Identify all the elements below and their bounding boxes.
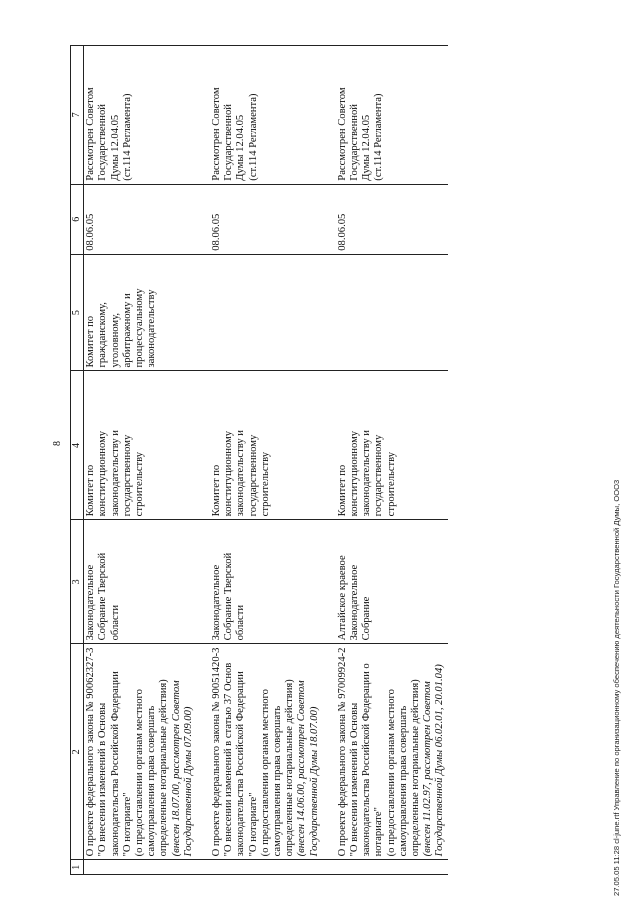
co-committee-cell-line: процессуальному bbox=[134, 288, 146, 368]
decision-cell-line: Думы 12.04.05 bbox=[109, 114, 121, 181]
submission-note-line: Государственной Думы 07.09.00) bbox=[182, 706, 194, 857]
responsible-committee-cell-line: государственному bbox=[121, 434, 133, 517]
table-row bbox=[84, 46, 196, 875]
table-row bbox=[210, 46, 322, 875]
responsible-committee-cell-line: конституционному bbox=[223, 430, 235, 517]
decision-cell bbox=[84, 46, 196, 185]
bill-title-cell-line: определенные нотариальные действия) bbox=[158, 679, 170, 857]
responsible-committee-cell bbox=[210, 371, 322, 520]
bill-title-cell-line: "О внесении изменений в Основы bbox=[349, 702, 361, 857]
bill-title-cell-line: (о предоставлении органам местного bbox=[134, 689, 146, 857]
column-number-7: 7 bbox=[71, 46, 84, 185]
responsible-committee-cell-line: законодательству и bbox=[361, 430, 373, 517]
responsible-committee-cell bbox=[336, 371, 448, 520]
initiator-cell-line: Законодательное bbox=[349, 564, 361, 641]
co-committee-cell-line: законодательству bbox=[146, 289, 158, 368]
responsible-committee-cell-line: строительству bbox=[385, 451, 397, 517]
decision-cell-line: Думы 12.04.05 bbox=[235, 114, 247, 181]
decision-cell bbox=[336, 46, 448, 185]
row-index-cell bbox=[336, 860, 448, 875]
responsible-committee-cell-line: Комитет по bbox=[211, 464, 223, 517]
bill-title-cell-line: законодательства Российской Федерации bbox=[109, 671, 121, 857]
responsible-committee-cell-line: государственному bbox=[373, 434, 385, 517]
date-cell: 08.06.05 bbox=[84, 184, 196, 254]
bill-title-cell-line: самоуправления права совершать bbox=[146, 705, 158, 857]
responsible-committee-cell-line: государственному bbox=[247, 434, 259, 517]
responsible-committee-cell-line: конституционному bbox=[349, 430, 361, 517]
bill-title-cell-line: самоуправления права совершать bbox=[272, 705, 284, 857]
co-committee-cell-line: арбитражному и bbox=[121, 293, 133, 368]
row-index-cell bbox=[210, 860, 322, 875]
spacer-cell bbox=[322, 520, 336, 644]
initiator-cell bbox=[210, 520, 322, 644]
co-committee-cell bbox=[336, 254, 448, 371]
bill-title-cell-line: О проекте федерального закона № 90062327-3 bbox=[85, 647, 97, 857]
bill-title-cell-line: "О нотариате" bbox=[247, 792, 259, 857]
bill-title-cell bbox=[84, 644, 196, 860]
spacer-cell bbox=[196, 184, 210, 254]
spacer-cell bbox=[322, 371, 336, 520]
bill-title-cell-line: законодательства Российской Федерации bbox=[235, 671, 247, 857]
spacer-cell bbox=[196, 371, 210, 520]
initiator-cell-line: области bbox=[109, 604, 121, 641]
bill-title-cell-line: законодательства Российской Федерации о bbox=[361, 663, 373, 857]
bill-title-cell-line: определенные нотариальные действия) bbox=[410, 679, 422, 857]
initiator-cell-line: Собрание Тверской bbox=[97, 552, 109, 641]
responsible-committee-cell-line: Комитет по bbox=[85, 464, 97, 517]
decision-cell-line: Рассмотрен Советом bbox=[336, 87, 348, 181]
decision-cell-line: Государственной bbox=[349, 104, 361, 181]
bill-title-cell bbox=[210, 644, 322, 860]
date-cell: 08.06.05 bbox=[336, 184, 448, 254]
column-number-row bbox=[71, 46, 84, 875]
co-committee-cell bbox=[210, 254, 322, 371]
spacer-cell bbox=[322, 184, 336, 254]
co-committee-cell bbox=[84, 254, 196, 371]
decision-cell-line: Думы 12.04.05 bbox=[361, 114, 373, 181]
initiator-cell-line: Законодательное bbox=[85, 564, 97, 641]
decision-cell-line: Рассмотрен Советом bbox=[85, 87, 97, 181]
submission-note-line: (внесен 18.07.00, рассмотрен Советом bbox=[170, 680, 182, 857]
column-number-4: 4 bbox=[71, 371, 84, 520]
initiator-cell-line: области bbox=[235, 604, 247, 641]
decision-cell bbox=[210, 46, 322, 185]
spacer-cell bbox=[322, 860, 336, 875]
submission-note-line: Государственной Думы 06.02.01, 20.01.04) bbox=[434, 664, 446, 857]
submission-note-line: (внесен 11.02.97, рассмотрен Советом bbox=[422, 681, 434, 857]
column-number-1: 1 bbox=[71, 860, 84, 875]
decision-cell-line: (ст.114 Регламента) bbox=[247, 93, 259, 181]
bill-title-cell-line: О проекте федерального закона № 97009924-2 bbox=[336, 647, 348, 857]
initiator-cell-line: Законодательное bbox=[211, 564, 223, 641]
column-number-3: 3 bbox=[71, 520, 84, 644]
table-row bbox=[336, 46, 448, 875]
bill-title-cell-line: "О внесении изменений в Основы bbox=[97, 702, 109, 857]
spacer-cell bbox=[196, 46, 210, 185]
page-number: 8 bbox=[52, 441, 63, 446]
rotated-content bbox=[70, 45, 630, 875]
submission-note-line: (внесен 14.06.00, рассмотрен Советом bbox=[296, 680, 308, 857]
decision-cell-line: (ст.114 Регламента) bbox=[373, 93, 385, 181]
bill-title-cell-line: самоуправления права совершать bbox=[397, 705, 409, 857]
co-committee-cell-line: Комитет по bbox=[85, 315, 97, 368]
row-spacer bbox=[196, 46, 210, 875]
decision-cell-line: Рассмотрен Советом bbox=[211, 87, 223, 181]
spacer-cell bbox=[196, 860, 210, 875]
responsible-committee-cell-line: конституционному bbox=[97, 430, 109, 517]
footer-text: 27.05.05 11:28 cl-june.rtf Управление по организационному обеспечению деятельности Государственной Думы, ООО3 bbox=[612, 479, 621, 896]
decision-cell-line: Государственной bbox=[97, 104, 109, 181]
spacer-cell bbox=[196, 254, 210, 371]
responsible-committee-cell bbox=[84, 371, 196, 520]
date-cell: 08.06.05 bbox=[210, 184, 322, 254]
spacer-cell bbox=[196, 644, 210, 860]
initiator-cell bbox=[336, 520, 448, 644]
spacer-cell bbox=[322, 254, 336, 371]
row-spacer bbox=[322, 46, 336, 875]
initiator-cell-line: Собрание Тверской bbox=[223, 552, 235, 641]
co-committee-cell-line: гражданскому, bbox=[97, 302, 109, 368]
responsible-committee-cell-line: строительству bbox=[134, 451, 146, 517]
bill-title-cell-line: определенные нотариальные действия) bbox=[284, 679, 296, 857]
bill-title-cell-line: (о предоставлении органам местного bbox=[259, 689, 271, 857]
spacer-cell bbox=[322, 46, 336, 185]
decision-cell-line: (ст.114 Регламента) bbox=[121, 93, 133, 181]
responsible-committee-cell-line: законодательству и bbox=[235, 430, 247, 517]
spacer-cell bbox=[196, 520, 210, 644]
column-number-2: 2 bbox=[71, 644, 84, 860]
bill-title-cell-line: нотариате" bbox=[373, 807, 385, 857]
agenda-table bbox=[70, 45, 448, 875]
column-number-5: 5 bbox=[71, 254, 84, 371]
column-number-6: 6 bbox=[71, 184, 84, 254]
bill-title-cell-line: (о предоставлении органам местного bbox=[385, 689, 397, 857]
bill-title-cell-line: "О внесении изменений в статью 37 Основ bbox=[223, 662, 235, 857]
responsible-committee-cell-line: Комитет по bbox=[336, 464, 348, 517]
responsible-committee-cell-line: законодательству и bbox=[109, 430, 121, 517]
responsible-committee-cell-line: строительству bbox=[259, 451, 271, 517]
bill-title-cell-line: О проекте федерального закона № 90051420-3 bbox=[211, 647, 223, 857]
co-committee-cell-line: уголовному, bbox=[109, 313, 121, 368]
initiator-cell-line: Алтайское краевое bbox=[336, 555, 348, 641]
bill-title-cell bbox=[336, 644, 448, 860]
row-index-cell bbox=[84, 860, 196, 875]
initiator-cell bbox=[84, 520, 196, 644]
initiator-cell-line: Собрание bbox=[361, 596, 373, 641]
table-body bbox=[84, 46, 448, 875]
decision-cell-line: Государственной bbox=[223, 104, 235, 181]
submission-note-line: Государственной Думы 18.07.00) bbox=[308, 706, 320, 857]
bill-title-cell-line: "О нотариате" bbox=[121, 792, 133, 857]
spacer-cell bbox=[322, 644, 336, 860]
